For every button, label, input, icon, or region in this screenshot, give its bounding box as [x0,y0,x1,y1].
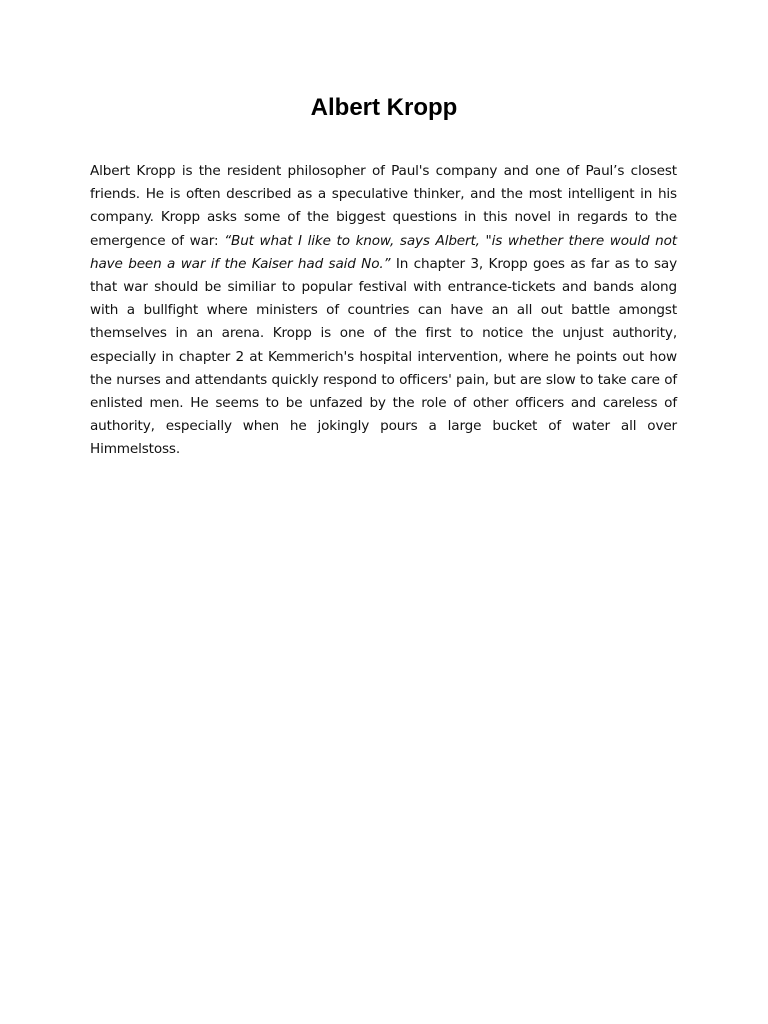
paragraph-text-intro: Albert Kropp is the resident philosopher of Paul's company and one of Paul’s closest friends. He is often described as a speculative thinker, and the most intelligent in his company. Kropp asks some of the biggest questions in this novel in regards to the emergence of war: [90,163,677,249]
body-paragraph [90,160,677,462]
paragraph-text-rest: In chapter 3, Kropp goes as far as to say that war should be similiar to popular festival with entrance-tickets and bands along with a bullfight where ministers of countries can have an all out battle amongst themselves in an arena. Kropp is one of the first to notice the unjust authority, especially in chapter 2 at Kemmerich's hospital intervention, where he points out how the nurses and attendants quickly respond to officers' pain, but are slow to take care of enlisted men. He seems to be unfazed by the role of other officers and careless of authority, especially when he jokingly pours a large bucket of water all over Himmelstoss. [90,255,677,458]
paragraph-quote: “But what I like to know, says Albert, "is whether there would not have been a war if the Kaiser had said No.” [90,232,677,272]
page-title: Albert Kropp [310,94,458,121]
